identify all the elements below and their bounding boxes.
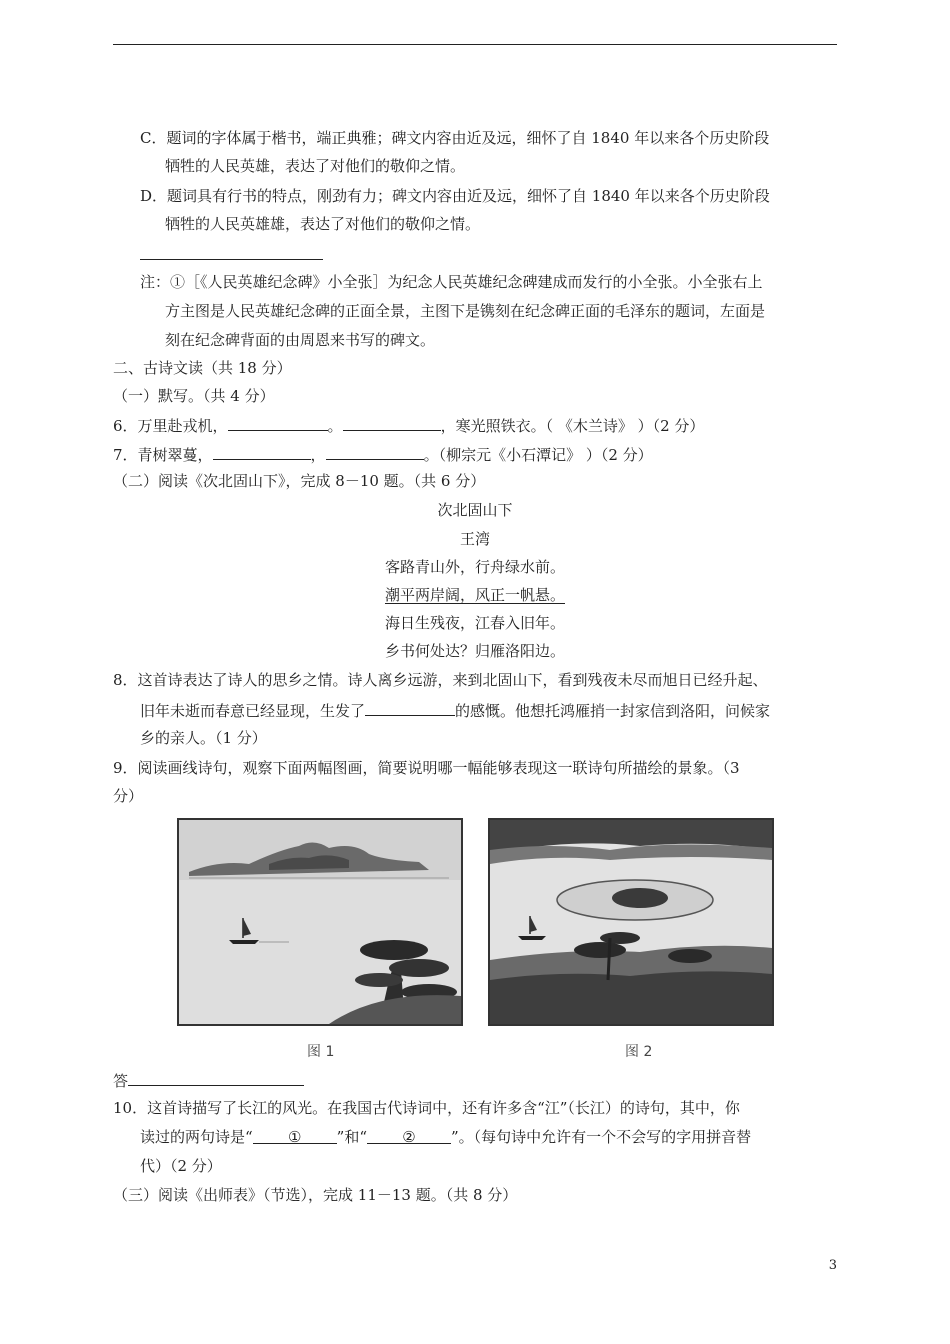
figure-2-caption: 图 2 [625, 1044, 653, 1060]
q6-text-c: ，寒光照铁衣。（ 《木兰诗》 ）（2 分） [440, 417, 705, 435]
q9-answer-blank[interactable] [128, 1069, 304, 1086]
poem-title: 次北固山下 [437, 501, 513, 519]
q8-text-a: 旧年未逝而春意已经显现，生发了 [140, 702, 366, 720]
q8-text-b: 的感慨。他想托鸿雁捎一封家信到洛阳，问候家 [455, 702, 771, 720]
option-c-line1: C．题词的字体属于楷书，端正典雅；碑文内容由近及远，细怀了自 1840 年以来各个历史阶段 [140, 129, 770, 147]
poem-line-3: 海日生残夜，江春入旧年。 [384, 614, 565, 632]
q10-blank-1-marker: ① [287, 1128, 302, 1146]
option-d-line2: 牺牲的人民英雄雄，表达了对他们的敬仰之情。 [165, 215, 481, 233]
section-heading: 二、古诗文读（共 18 分） [113, 359, 292, 377]
part2-heading: （二）阅读《次北固山下》，完成 8－10 题。（共 6 分） [113, 472, 486, 490]
figure-2-painting [488, 818, 774, 1026]
q10-line1: 10．这首诗描写了长江的风光。在我国古代诗词中，还有许多含“江”（长江）的诗句，其中，你 [113, 1099, 740, 1117]
header-rule [113, 44, 837, 45]
q10-text-a: 读过的两句诗是“ [140, 1128, 253, 1146]
q10-blank-2-marker: ② [402, 1128, 416, 1146]
q7-text-c: 。（柳宗元《小石潭记》 ）（2 分） [423, 446, 653, 464]
q8-line2 [140, 699, 770, 721]
q10-text-b: ”和“ [336, 1128, 368, 1146]
q7-text-b: ， [310, 446, 326, 464]
question-7 [113, 443, 653, 465]
q8-blank[interactable] [365, 699, 455, 716]
q10-line2 [140, 1127, 751, 1147]
q9-line1: 9．阅读画线诗句，观察下面两幅图画，简要说明哪一幅能够表现这一联诗句所描绘的景象。（3 [113, 759, 740, 777]
part3-heading: （三）阅读《出师表》（节选），完成 11－13 题。（共 8 分） [113, 1186, 518, 1204]
footnote-rule [140, 259, 323, 260]
note-line3: 刻在纪念碑背面的由周恩来书写的碑文。 [165, 331, 436, 349]
q8-line3: 乡的亲人。（1 分） [140, 729, 267, 747]
q10-text-c: ”。（每句诗中允许有一个不会写的字用拼音替 [451, 1128, 752, 1146]
option-d-line1: D．题词具有行书的特点，刚劲有力；碑文内容由近及远，细怀了自 1840 年以来各个历史阶段 [140, 187, 770, 205]
q10-blank-1[interactable] [253, 1127, 337, 1144]
q7-blank-1[interactable] [213, 443, 311, 460]
note-line1: 注：①［《人民英雄纪念碑》小全张］为纪念人民英雄纪念碑建成而发行的小全张。小全张右上 [140, 273, 763, 291]
figure-1-painting [177, 818, 463, 1026]
poem-author: 王湾 [459, 530, 490, 548]
option-c-line2: 牺牲的人民英雄，表达了对他们的敬仰之情。 [165, 157, 466, 175]
poem-line-2 [0, 585, 950, 605]
q7-text-a: 7．青树翠蔓， [113, 446, 213, 464]
q7-blank-2[interactable] [326, 443, 424, 460]
q6-blank-1[interactable] [228, 414, 328, 431]
q10-blank-2[interactable] [367, 1127, 451, 1144]
figure-1-caption: 图 1 [307, 1044, 335, 1060]
page-number: 3 [828, 1258, 837, 1273]
q10-line3: 代）（2 分） [140, 1157, 222, 1175]
part1-heading: （一）默写。（共 4 分） [113, 387, 275, 405]
poem-line-2-underlined: 潮平两岸阔，风正一帆悬。 [384, 586, 565, 604]
q9-line2: 分） [113, 787, 144, 805]
q8-line1: 8．这首诗表达了诗人的思乡之情。诗人离乡远游，来到北固山下，看到残夜未尽而旭日已经升起、 [113, 671, 768, 689]
q9-answer [113, 1069, 304, 1091]
note-line2: 方主图是人民英雄纪念碑的正面全景，主图下是镌刻在纪念碑正面的毛泽东的题词，左面是 [165, 302, 766, 320]
q6-text-a: 6．万里赴戎机， [113, 417, 228, 435]
q9-answer-label: 答 [113, 1072, 129, 1090]
q6-text-b: 。 [327, 417, 343, 435]
q6-blank-2[interactable] [343, 414, 441, 431]
question-6 [113, 414, 704, 436]
poem-line-4: 乡书何处达？归雁洛阳边。 [384, 642, 565, 660]
poem-line-1: 客路青山外，行舟绿水前。 [384, 558, 565, 576]
